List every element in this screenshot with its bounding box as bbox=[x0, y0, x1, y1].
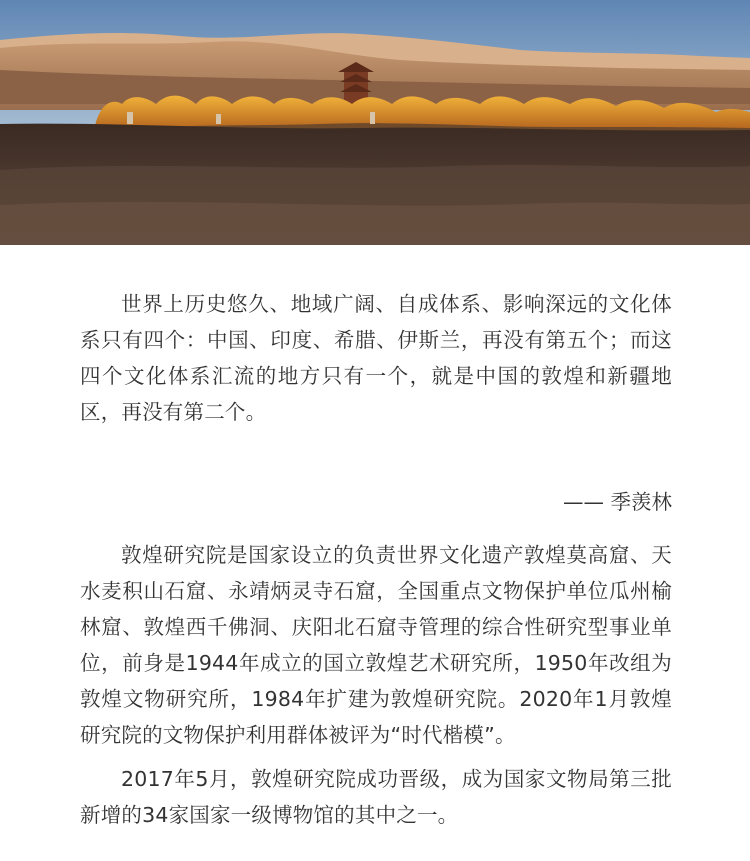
hero-photo bbox=[0, 0, 750, 245]
milestone-paragraph: 2017年5月，敦煌研究院成功晋级，成为国家文物局第三批新增的34家国家一级博物馆的其中之一。 bbox=[80, 767, 672, 827]
quote-attribution: —— 季羡林 bbox=[562, 490, 672, 514]
article-content bbox=[80, 286, 672, 833]
desert-landscape-image bbox=[0, 0, 750, 245]
intro-paragraph: 敦煌研究院是国家设立的负责世界文化遗产敦煌莫高窟、天水麦积山石窟、永靖炳灵寺石窟，全国重点文物保护单位瓜州榆林窟、敦煌西千佛洞、庆阳北石窟寺管理的综合性研究型事业单位，前身是1944年成立的国立敦煌艺术研究所，1950年改组为敦煌文物研究所，1984年扩建为敦煌研究院。2020年1月敦煌研究院的文物保护利用群体被评为“时代楷模”。 bbox=[80, 543, 672, 747]
quote-text: 世界上历史悠久、地域广阔、自成体系、影响深远的文化体系只有四个：中国、印度、希腊、伊斯兰，再没有第五个；而这四个文化体系汇流的地方只有一个，就是中国的敦煌和新疆地区，再没有第二个。 bbox=[80, 292, 672, 424]
